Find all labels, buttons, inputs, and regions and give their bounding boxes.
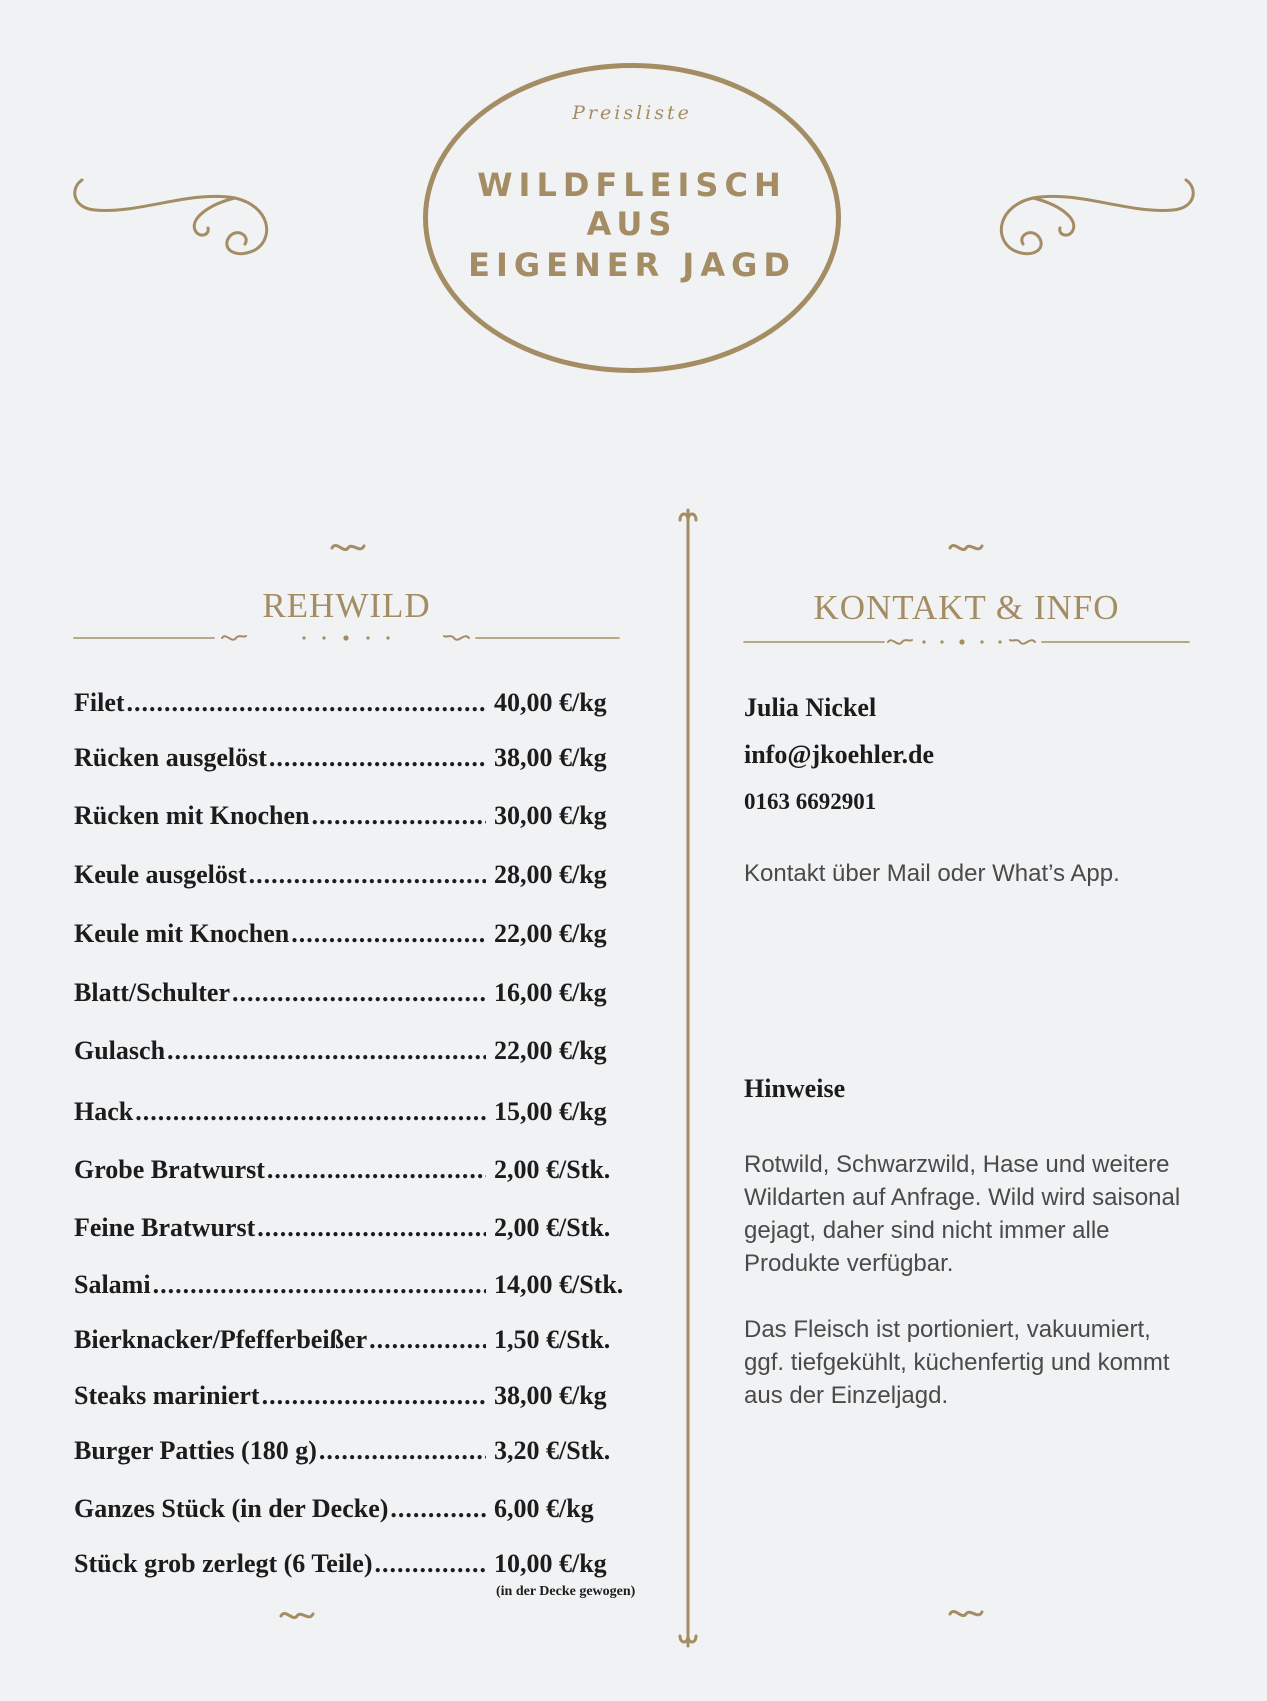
- hinweise-paragraph-1: Rotwild, Schwarzwild, Hase und weitere Wildarten auf Anfrage. Wild wird saisonal gejagt, daher sind nicht immer alle Produkte verfügbar.: [744, 1151, 1181, 1277]
- dot-leader: [127, 688, 486, 718]
- price-row: [74, 1494, 629, 1534]
- item-price: 3,20 €/Stk.: [494, 1436, 611, 1465]
- swirl-ornament-icon: [946, 1606, 986, 1622]
- item-price: 16,00 €/kg: [494, 978, 607, 1007]
- dot-leader: [167, 1036, 486, 1066]
- price-row: [74, 743, 629, 783]
- item-price: 28,00 €/kg: [494, 860, 607, 889]
- contact-name: Julia Nickel: [744, 693, 877, 722]
- price-row: [74, 1381, 629, 1421]
- dot-leader: [267, 1155, 486, 1185]
- item-price: 30,00 €/kg: [494, 801, 607, 830]
- item-price: 2,00 €/Stk.: [494, 1213, 611, 1242]
- item-name: Steaks mariniert: [74, 1381, 260, 1410]
- price-row: [74, 919, 629, 959]
- rehwild-heading: REHWILD: [262, 586, 431, 625]
- dot-leader: [269, 743, 486, 773]
- item-price: 15,00 €/kg: [494, 1097, 607, 1126]
- price-row: [74, 1436, 629, 1476]
- item-name: Gulasch: [74, 1036, 166, 1065]
- price-row: [74, 1270, 629, 1310]
- item-price: 1,50 €/Stk.: [494, 1325, 611, 1354]
- item-price: 6,00 €/kg: [494, 1494, 594, 1523]
- dot-leader: [232, 978, 486, 1008]
- dot-leader: [319, 1436, 486, 1466]
- price-row: [74, 688, 629, 728]
- item-name: Keule mit Knochen: [74, 919, 290, 948]
- swirl-ornament-icon: [946, 540, 986, 556]
- price-row: [74, 978, 629, 1018]
- price-row: [74, 1213, 629, 1253]
- price-row: [74, 1325, 629, 1365]
- flourish-left-icon: [70, 168, 280, 273]
- item-price: 14,00 €/Stk.: [494, 1270, 624, 1299]
- price-row: [74, 1097, 629, 1137]
- item-price: 2,00 €/Stk.: [494, 1155, 611, 1184]
- flourish-right-icon: [988, 168, 1198, 273]
- dot-leader: [249, 860, 486, 890]
- dot-leader: [153, 1270, 486, 1300]
- contact-note: Kontakt über Mail oder What’s App.: [744, 860, 1120, 887]
- section-divider-icon: [744, 634, 1189, 650]
- item-name: Hack: [74, 1097, 134, 1126]
- item-name: Salami: [74, 1270, 151, 1299]
- title-line-3: EIGENER JAGD: [468, 246, 796, 284]
- item-price: 22,00 €/kg: [494, 919, 607, 948]
- center-divider: [670, 508, 706, 1648]
- dot-leader: [374, 1549, 486, 1579]
- dot-leader: [291, 919, 486, 949]
- item-name: Rücken ausgelöst: [74, 743, 267, 772]
- item-price: 22,00 €/kg: [494, 1036, 607, 1065]
- item-name: Grobe Bratwurst: [74, 1155, 265, 1184]
- dot-leader: [262, 1381, 486, 1411]
- item-name: Burger Patties (180 g): [74, 1436, 317, 1465]
- item-name: Keule ausgelöst: [74, 860, 247, 889]
- swirl-ornament-icon: [328, 540, 368, 556]
- item-price: 10,00 €/kg: [494, 1549, 607, 1578]
- title-line-2: AUS: [586, 205, 678, 243]
- price-row: [74, 1549, 629, 1589]
- price-row: [74, 801, 629, 841]
- price-row: [74, 1155, 629, 1195]
- price-row: [74, 860, 629, 900]
- kontakt-heading: KONTAKT & INFO: [813, 588, 1120, 627]
- subtitle: Preisliste: [572, 102, 692, 124]
- item-name: Ganzes Stück (in der Decke): [74, 1494, 389, 1523]
- dot-leader: [135, 1097, 486, 1127]
- contact-phone[interactable]: 0163 6692901: [744, 789, 877, 814]
- dot-leader: [369, 1325, 486, 1355]
- swirl-ornament-icon: [277, 1608, 317, 1624]
- title-line-1: WILDFLEISCH: [477, 166, 787, 204]
- item-name: Stück grob zerlegt (6 Teile): [74, 1549, 373, 1578]
- section-divider-icon: [74, 630, 619, 646]
- item-name: Bierknacker/Pfefferbeißer: [74, 1325, 368, 1354]
- dot-leader: [390, 1494, 486, 1524]
- item-price: 40,00 €/kg: [494, 688, 607, 717]
- hinweise-heading: Hinweise: [744, 1074, 846, 1103]
- contact-email[interactable]: info@jkoehler.de: [744, 740, 935, 769]
- item-name: Filet: [74, 688, 125, 717]
- weight-note: (in der Decke gewogen): [496, 1584, 636, 1599]
- dot-leader: [257, 1213, 486, 1243]
- hinweise-paragraph-2: Das Fleisch ist portioniert, vakuumiert, ggf. tiefgekühlt, küchenfertig und kommt aus der Einzeljagd.: [744, 1316, 1170, 1409]
- dot-leader: [311, 801, 486, 831]
- price-row: [74, 1036, 629, 1076]
- item-name: Blatt/Schulter: [74, 978, 230, 1007]
- item-name: Rücken mit Knochen: [74, 801, 310, 830]
- item-price: 38,00 €/kg: [494, 1381, 607, 1410]
- item-name: Feine Bratwurst: [74, 1213, 256, 1242]
- item-price: 38,00 €/kg: [494, 743, 607, 772]
